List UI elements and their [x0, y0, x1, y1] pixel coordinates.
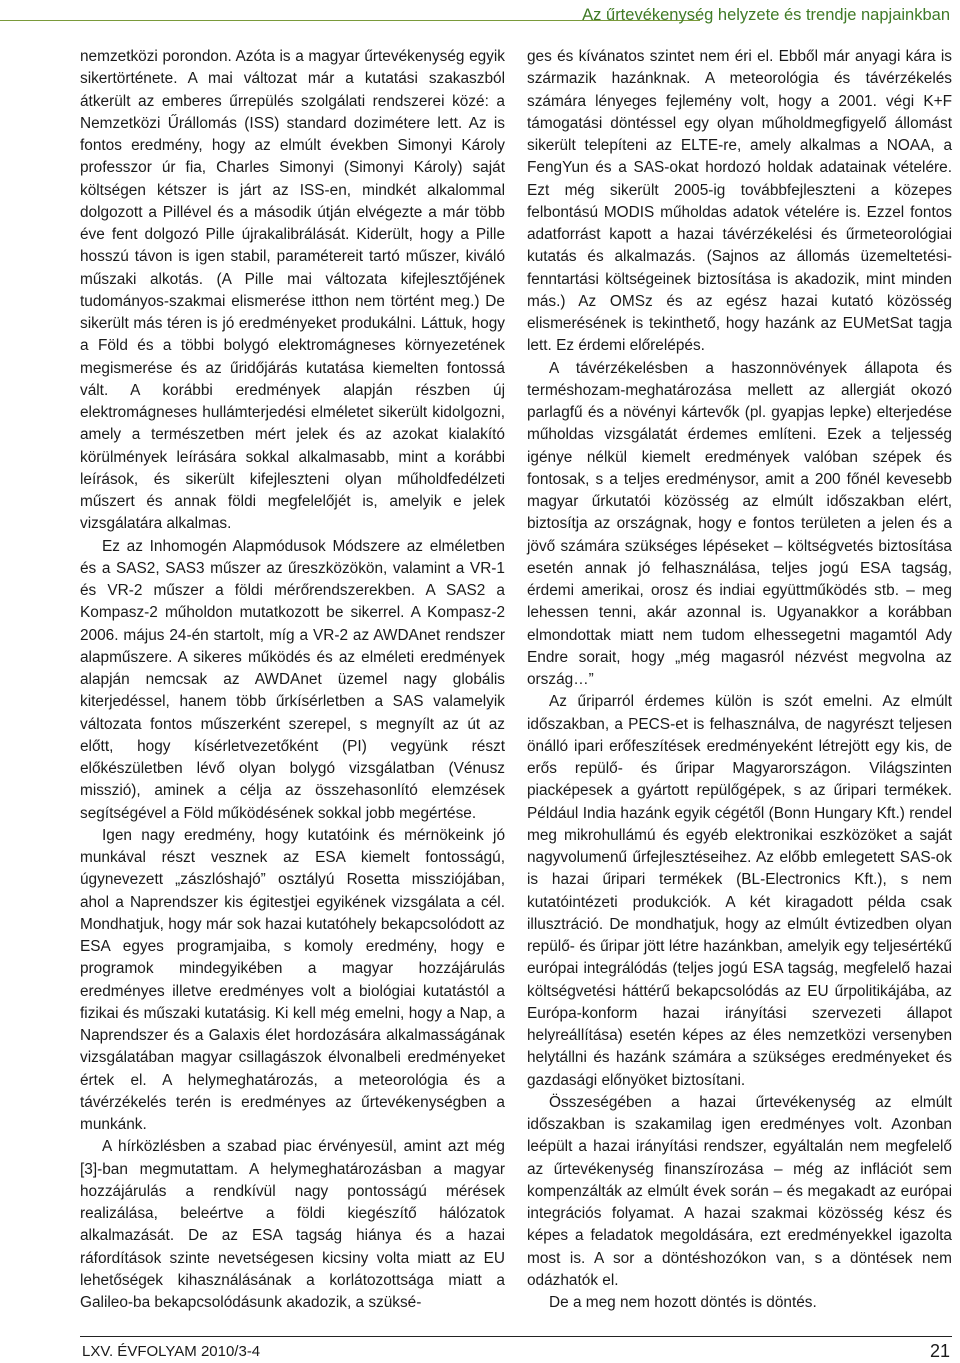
left-paragraph-1: nemzetközi porondon. Azóta is a magyar űrtevékenység egyik sikertörténete. A mai változat már a kutatási szakaszból átkerült az emberes űrrepülés szolgálati rendszerei közé: a Nemzetközi Űrállomás (ISS) standard dozimétere lett. Az is fontos eredmény, hogy az elmúlt években Simonyi Károly professzor úr fia, Charles Simonyi (Simonyi Károly) saját költségen kétszer is járt az ISS-en, mindkét alkalommal dolgozott a Pillével és a második útján elvégezte a már több éve fent dolgozó Pille újrakalibrálását. Kiderült, hogy a Pille hosszú távon is igen stabil, paramétereit tartó műszer, kiváló műszaki alkotás. (A Pille mai változata kifejlesztőjének tudományos-szakmai elismerése itthon nem történt meg.) De sikerült más téren is jó eredményeket produkálni. Láttuk, hogy a Föld és a többi bolygó elektromágneses környezetének megismerése és az űridőjárás kutatása kiemelten fontossá vált. A korábbi eredmények alapján részben új elektromágneses hullámterjedési elméletet sikerült kidolgozni, amely a természetben mért jelek és az azokat kialakító körülmények leírására sokkal alkalmasabb, mint a korábbi leírások, és sikerült kifejleszteni olyan műholdfedélzeti műszert és annak földi megfelelőjét is, amelyik e jelek vizsgálatára alkalmas.: [80, 48, 505, 533]
left-column: [80, 46, 505, 1314]
right-paragraph-3: Az űriparról érdemes külön is szót emelni. Az elmúlt időszakban, a PECS-et is felhasználva, de nagyrészt teljesen önálló ipari erőfeszítések eredményeként létrejött egy kis, de erős repülő- és űripar Magyarországon. Világszinten piacképesek a gyártott repülőgépek, s az űripari termékek. Például India hazánk egyik cégétől (Bonn Hungary Kft.) rendel meg mikrohullámú és egyéb elektronikai eszközöket a saját nagyvolumenű űrfejlesztéseihez. Az előbb emlegetett SAS-ok is hazai űripari termékek (BL-Electronics Kft.), s nem kutatóintézeti produkciók. A két kiragadott példa csak illusztráció. De mondhatjuk, hogy az elmúlt évtizedben olyan repülő- és űripar jött létre hazánkban, amelyik egy teljesértékű európai integrálódás (teljes jogú ESA tagság, megfelelő hazai költségvetési háttérű bekapcsolódás az EU űrpolitikájába, az Európa-konform hazai irányítási szervezeti állapot helyreállítása) esetén képes az éles nemzetközi versenyben helytállni és hazánk számára a szükséges eredményeket és gazdasági előnyöket biztosítani.: [527, 693, 952, 1089]
footer-rule: [80, 1336, 952, 1337]
right-paragraph-4: Összeségében a hazai űrtevékenység az elmúlt időszakban is szakamilag igen eredményes volt. Azonban leépült a hazai irányítási rendszer, egyáltalán nem megfelelő az űrtevékenység finanszírozása – még az inflációt sem kompenzálták az elmúlt évek során – és megakadt az európai integrációs folyamat. A hazai szakmai közösség kész és képes a feladatok megoldására, ezt eredményekkel igazolta most is. A sor a döntéshozókon van, s a döntések nem odázhatók el.: [527, 1093, 952, 1289]
left-paragraph-2: Ez az Inhomogén Alapmódusok Módszere az elméletben és a SAS2, SAS3 műszer az űreszközökön, valamint a VR-1 és VR-2 műszer a földi mérőrendszerekben. A SAS2 a Kompasz-2 műholdon mutatkozott be sikerrel. A Kompasz-2 2006. május 24-én startolt, míg a VR-2 az AWDAnet rendszer alapműszere. A sikeres működés és az elméleti eredmények alapján nemcsak az AWDAnet üzemel nagy globális kiterjedéssel, hanem több űrkísérletben a SAS valamelyik változata fontos műszerként szerepel, s megnyílt az út az előtt, hogy kísérletvezetőként (PI) vegyünk részt előkészületben lévő olyan bolygó vizsgálatban (Vénusz misszió), aminek a célja az összehasonlító elemzések segítségével a Föld működésének sokkal jobb megértése.: [80, 537, 505, 822]
left-paragraph-4: A hírközlésben a szabad piac érvényesül, amint azt még [3]-ban megmutattam. A helymeghatározásban a magyar hozzájárulás a rendkívül nagy pontosságú mérések realizálása, beleértve a földi kiegészítő hálózatok alkalmazását. De az ESA tagság hiánya és a hazai ráfordítások szinte nevetségesen kicsiny volta miatt az EU lehetőségek kihasználásának a korlátozottsága miatt a Galileo-ba bekapcsolódásunk akadozik, a szüksé-: [80, 1138, 505, 1311]
right-paragraph-5: De a meg nem hozott döntés is döntés.: [549, 1294, 817, 1311]
right-paragraph-2: A távérzékelésben a haszonnövények állapota és terméshozam-meghatározása mellett az allergiát okozó parlagfű és a növényi kártevők (pl. gyapjas lepke) elterjedése műholdas vizsgálatát érdemes említeni. Ezek a teljesség igénye nélkül kiemelt eredmények valóban szépek és fontosak, s a teljes eredménysor, amit a 200 főnél kevesebb magyar űrkutatói közösség az elmúlt időszakban elért, biztosítja az országnak, hogy e fontos területen a jelen és a jövő számára szükséges lépéseket – költségvetés biztosítása esetén annak jó felhasználása, teljes jogú ESA tagság, érdemi amerikai, orosz és indiai együttműködés stb. – meg lehessen tenni, akár azonnal is. Ugyanakkor a korábban elmondottak miatt nem tudom elhessegetni magamtól Ady Endre sorait, hogy „még magasról nézvést megvolna az ország…”: [527, 359, 952, 688]
right-column: [527, 46, 952, 1314]
running-title: Az űrtevékenység helyzete és trendje napjainkban: [582, 6, 950, 24]
right-paragraph-1: ges és kívánatos szintet nem éri el. Ebből már anyagi kára is származik hazánknak. A meteorológia és távérzékelés számára lényeges fejlemény volt, hogy a 2001. végi K+F támogatási döntéssel egy olyan műholdmegfigyelő állomást sikerült telepíteni az ELTE-re, amely alkalmas a NOAA, a FengYun és a SAS-okat hordozó holdak adatainak vételére. Ezt még sikerült 2005-ig továbbfejleszteni a közepes felbontású MODIS műholdas adatok vételére is. Ezzel fontos adatforrást kapott a hazai távérzékelési és űrmeteorológiai kutatás és alkalmazás. (Sajnos az állomás üzemeltetési-fenntartási költségeinek biztosítása is akadozik, mint minden más.) Az OMSz és az egész hazai kutató közösség elismerésének is tekinthető, hogy hazánk az EUMetSat tagja lett. Ez érdemi előrelépés.: [527, 48, 952, 355]
page-number: 21: [929, 1341, 950, 1361]
journal-issue: LXV. ÉVFOLYAM 2010/3-4: [82, 1343, 261, 1360]
left-paragraph-3: Igen nagy eredmény, hogy kutatóink és mérnökeink jó munkával részt vesznek az ESA kiemelt fontosságú, úgynevezett „zászlóshajó” osztályú Rosetta missziójában, ahol a Naprendszer kis égitestjei egyikének vizsgálata a cél. Mondhatjuk, hogy már sok hazai kutatóhely bekapcsolódott az ESA egyes programjaiba, s komoly eredmény, hogy e programok mindegyikében a magyar hozzájárulás eredményes illetve eredményes volt a biológiai kutatástól a fizikai és műszaki kutatásig. Ki kell még emelni, hogy a Nap, a Naprendszer és a Galaxis élet hordozására alkalmasságának vizsgálatában magyar csillagászok élvonalbeli eredményeket értek el. A helymeghatározás, a meteorológia és a távérzékelés terén is eredményes az űrtevékenységben a munkánk.: [80, 826, 505, 1133]
